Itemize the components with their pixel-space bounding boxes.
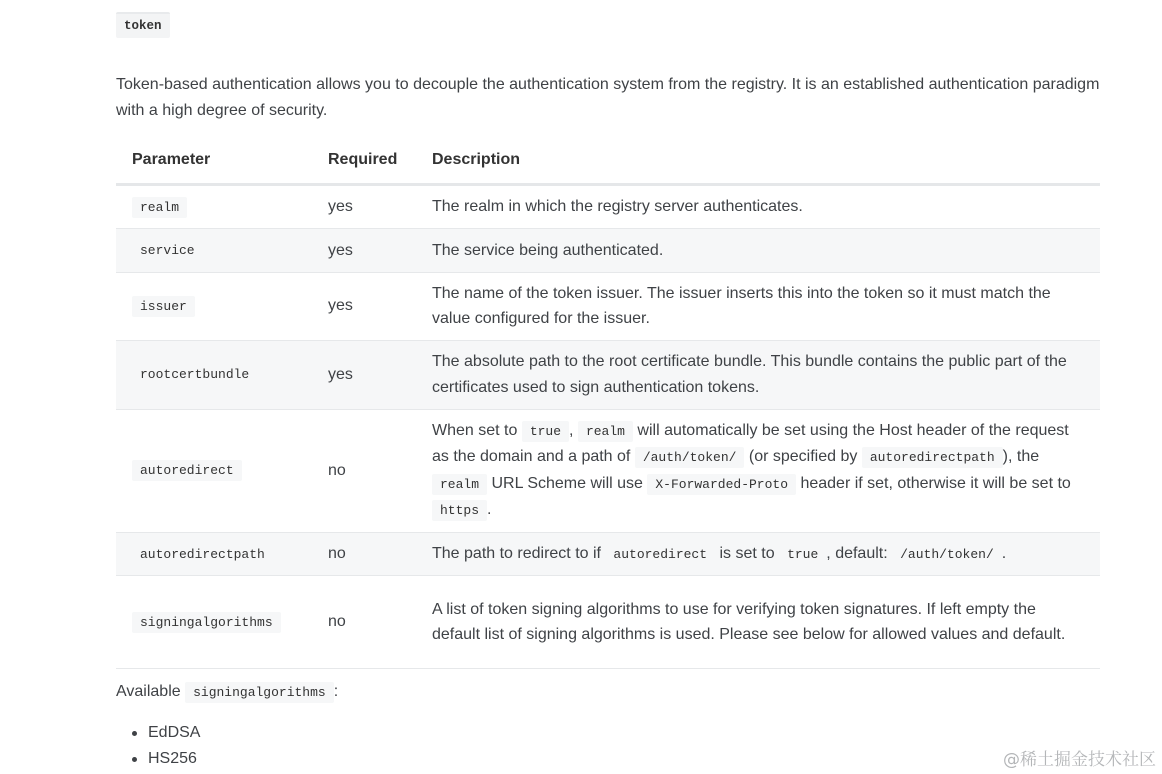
param-cell (116, 229, 312, 273)
param-code: autoredirect (132, 460, 242, 481)
inline-code: autoredirect (613, 546, 708, 562)
desc-text: . (487, 501, 492, 518)
available-code: signingalgorithms (185, 682, 334, 703)
param-cell (116, 272, 312, 340)
desc-text: , default: (826, 544, 893, 562)
header-parameter: Parameter (116, 141, 312, 184)
header-description: Description (416, 141, 1100, 184)
inline-code: https (432, 500, 487, 521)
desc-text: (or specified by (744, 448, 862, 465)
required-cell: yes (312, 229, 416, 273)
inline-code: true (522, 421, 569, 442)
param-code: signingalgorithms (132, 612, 281, 633)
inline-code: realm (578, 421, 633, 442)
inline-code: realm (432, 474, 487, 495)
param-cell (116, 340, 312, 409)
intro-paragraph: Token-based authentication allows you to decouple the authentication system from the registry. It is an established authentication paradigm with a high degree of security. (116, 76, 1100, 119)
description-cell: A list of token signing algorithms to use for verifying token signatures. If left empty the default list of signing algorithms is used. Please see below for allowed values and default. (416, 576, 1100, 669)
desc-text: is set to (715, 544, 780, 562)
parameters-table (116, 141, 1100, 669)
available-suffix: : (333, 683, 339, 700)
param-code: rootcertbundle (140, 367, 250, 383)
param-cell (116, 184, 312, 229)
table-row (116, 576, 1100, 669)
description-cell: The realm in which the registry server authenticates. (416, 184, 1100, 229)
description-cell (416, 532, 1100, 576)
param-cell (116, 576, 312, 669)
list-item: HS256 (132, 746, 200, 772)
inline-code: X-Forwarded-Proto (647, 474, 796, 495)
table-row (116, 532, 1100, 576)
required-cell: no (312, 532, 416, 576)
algorithm-list (132, 720, 200, 772)
param-code: issuer (132, 296, 195, 317)
desc-text: ), the (1002, 448, 1040, 465)
description-cell: The service being authenticated. (416, 229, 1100, 273)
table-header-row (116, 141, 1100, 184)
desc-text: URL Scheme will use (487, 474, 648, 492)
param-cell (116, 409, 312, 532)
param-code: autoredirectpath (140, 546, 265, 562)
table-row (116, 409, 1100, 532)
available-algorithms-label (116, 679, 338, 706)
available-prefix: Available (116, 683, 186, 700)
table-row (116, 340, 1100, 409)
required-cell: yes (312, 184, 416, 229)
description-cell (416, 409, 1100, 532)
required-cell: no (312, 409, 416, 532)
required-cell: yes (312, 340, 416, 409)
inline-code: autoredirectpath (862, 447, 1003, 468)
inline-code: /auth/token/ (635, 447, 745, 468)
desc-text: When set to (432, 421, 522, 439)
desc-text: header if set, otherwise it will be set to (796, 474, 1071, 492)
list-item: EdDSA (132, 720, 200, 746)
description-cell: The name of the token issuer. The issuer inserts this into the token so it must match the value configured for the issuer. (416, 272, 1100, 340)
desc-text: , (569, 421, 578, 439)
section-heading-code: token (116, 12, 170, 38)
desc-text: The path to redirect to if (432, 544, 606, 562)
desc-text: . (1001, 544, 1007, 562)
inline-code: /auth/token/ (900, 546, 994, 562)
inline-code: true (787, 546, 819, 562)
param-cell (116, 532, 312, 576)
table-row (116, 272, 1100, 340)
required-cell: yes (312, 272, 416, 340)
required-cell: no (312, 576, 416, 669)
param-code: realm (132, 197, 187, 218)
table-row (116, 184, 1100, 229)
description-cell: The absolute path to the root certificate bundle. This bundle contains the public part of the certificates used to sign authentication tokens. (416, 340, 1100, 409)
watermark: @稀土掘金技术社区 (1003, 750, 1156, 770)
table-row (116, 229, 1100, 273)
header-required: Required (312, 141, 416, 184)
param-code: service (140, 243, 195, 258)
desc-text: will automatically be set using the Host header of the request as the domain and a path of (432, 421, 1069, 465)
